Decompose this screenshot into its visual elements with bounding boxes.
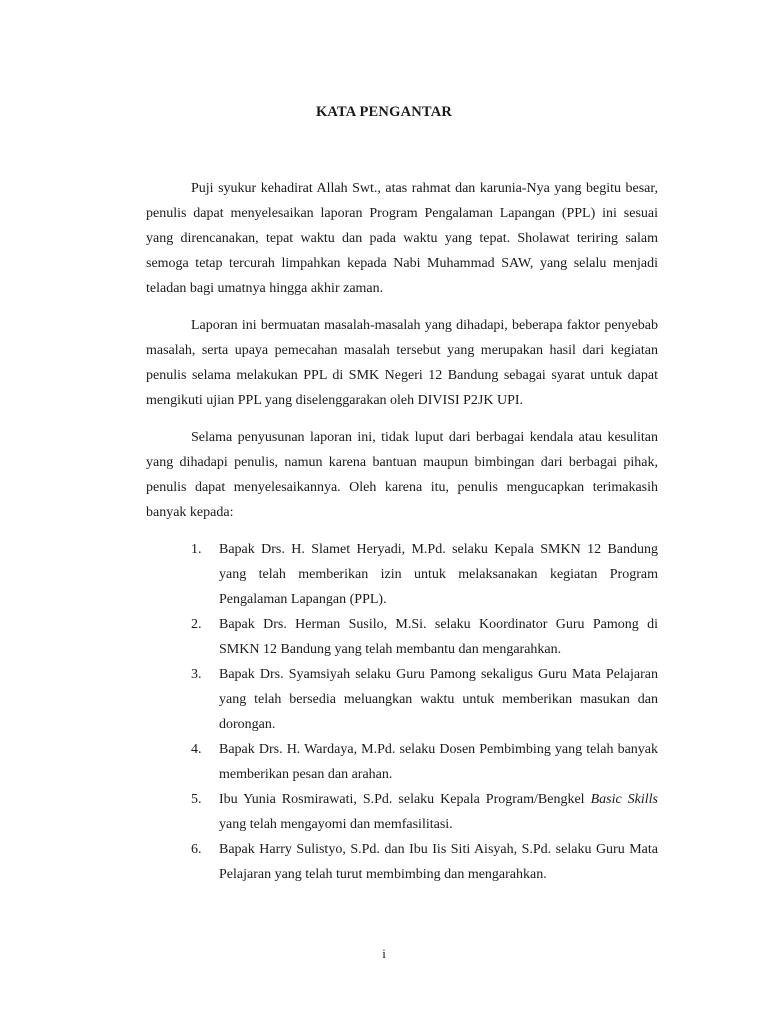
list-item-text: Bapak Harry Sulistyo, S.Pd. dan Ibu Iis Siti Aisyah, S.Pd. selaku Guru Mata Pelajaran yang telah turut membimbing dan mengarahkan. [219,842,658,882]
list-number: 3. [191,667,202,682]
paragraph: Puji syukur kehadirat Allah Swt., atas rahmat dan karunia-Nya yang begitu besar, penulis dapat menyelesaikan laporan Program Pengalaman Lapangan (PPL) ini sesuai yang direncanakan, tepat waktu dan pada waktu yang tepat. Sholawat teriring salam semoga tetap tercurah limpahkan kepada Nabi Muhammad SAW, yang selalu menjadi teladan bagi umatnya hingga akhir zaman. [146,181,658,296]
list-item-text: Bapak Drs. H. Wardaya, M.Pd. selaku Dosen Pembimbing yang telah banyak memberikan pesan dan arahan. [219,742,658,782]
list-item [146,787,658,837]
list-number: 2. [191,617,202,632]
list-item [146,612,658,662]
document-body [146,176,658,887]
list-number: 6. [191,842,202,857]
list-item [146,737,658,787]
list-item-text: Bapak Drs. H. Slamet Heryadi, M.Pd. selaku Kepala SMKN 12 Bandung yang telah memberikan izin untuk melaksanakan kegiatan Program Pengalaman Lapangan (PPL). [219,542,658,607]
list-item [146,837,658,887]
list-item-text-end: yang telah mengayomi dan memfasilitasi. [219,817,453,832]
acknowledgement-list [146,537,658,887]
list-item-text: Bapak Drs. Herman Susilo, M.Si. selaku Koordinator Guru Pamong di SMKN 12 Bandung yang telah membantu dan mengarahkan. [219,617,658,657]
list-item-text-start: Ibu Yunia Rosmirawati, S.Pd. selaku Kepala Program/Bengkel [219,792,591,807]
page-number: i [382,946,386,961]
list-item-text: Bapak Drs. Syamsiyah selaku Guru Pamong sekaligus Guru Mata Pelajaran yang telah bersedia meluangkan waktu untuk memberikan masukan dan dorongan. [219,667,658,732]
list-item-text-italic: Basic Skills [590,792,658,807]
paragraph: Selama penyusunan laporan ini, tidak luput dari berbagai kendala atau kesulitan yang dihadapi penulis, namun karena bantuan maupun bimbingan dari berbagai pihak, penulis dapat menyelesaikannya. Oleh karena itu, penulis mengucapkan terimakasih banyak kepada: [146,430,658,520]
list-item [146,662,658,737]
paragraph: Laporan ini bermuatan masalah-masalah yang dihadapi, beberapa faktor penyebab masalah, serta upaya pemecahan masalah tersebut yang merupakan hasil dari kegiatan penulis selama melakukan PPL di SMK Negeri 12 Bandung sebagai syarat untuk dapat mengikuti ujian PPL yang diselenggarakan oleh DIVISI P2JK UPI. [146,318,658,408]
list-item [146,537,658,612]
list-number: 1. [191,542,202,557]
list-number: 5. [191,792,202,807]
page-title: KATA PENGANTAR [315,104,453,120]
list-number: 4. [191,742,202,757]
